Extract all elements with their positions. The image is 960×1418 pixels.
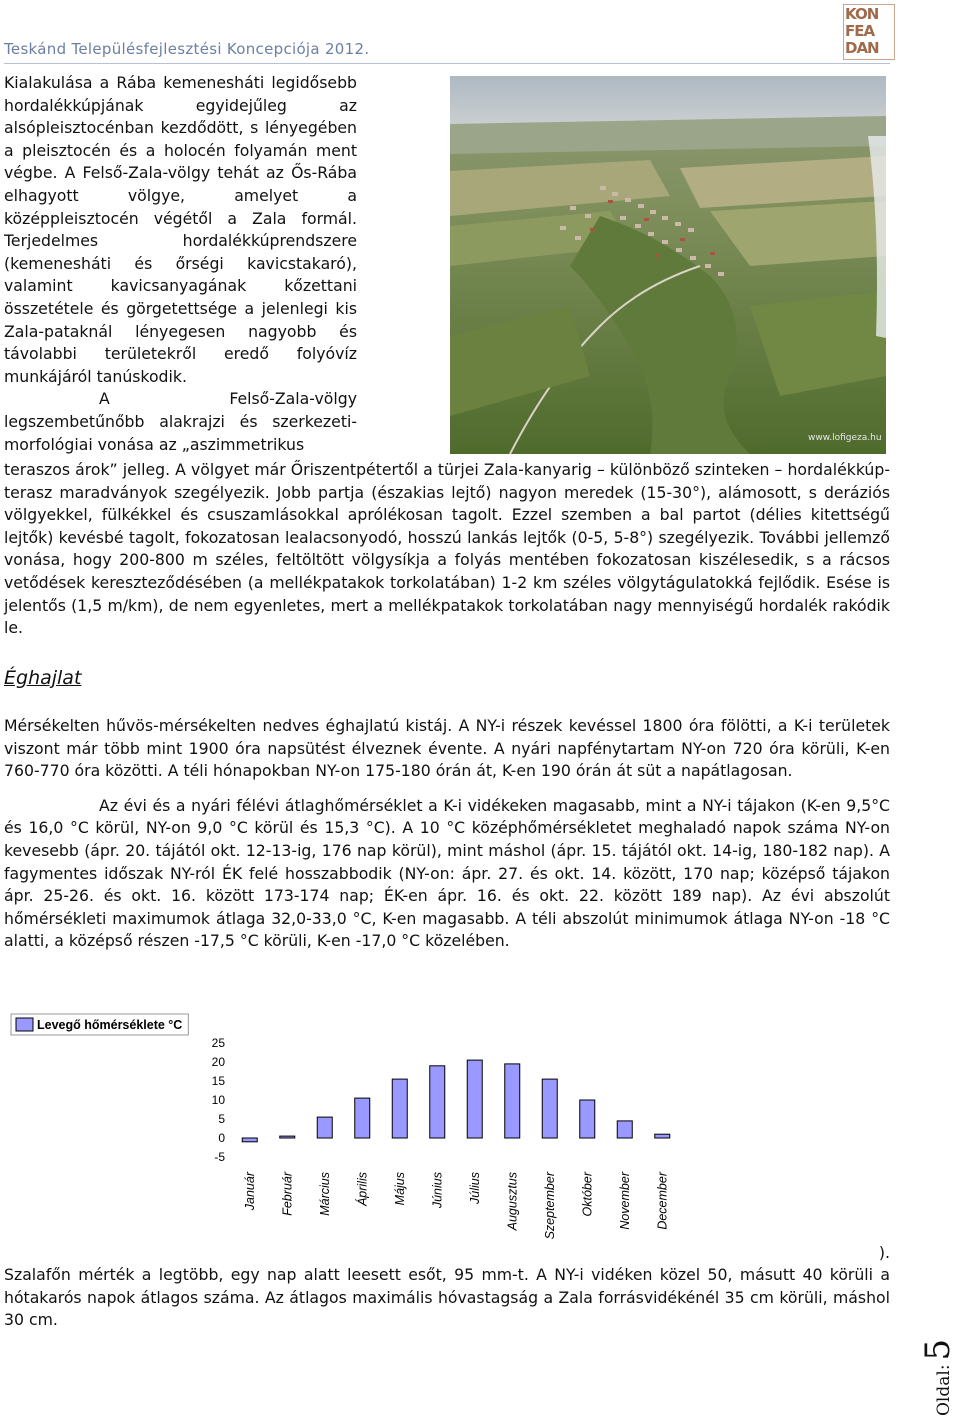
temperature-chart-svg [8, 1010, 688, 1242]
intro-column [4, 72, 357, 456]
climate-paragraph-2: Az évi és a nyári félévi átlaghőmérséklet a K-i vidékeken magasabb, mint a NY-i tájakon (K-en 9,5°C és 16,0 °C körül, NY-on 9,0 °C körül és 15,3 °C). A 10 °C középhőmérsékletet meghaladó napok száma NY-on kevesebb (ápr. 20. tájától okt. 12-13-ig, 176 nap körül), mint máshol (ápr. 15. tájától okt. 14-ig, 180-182 nap). A fagymentes időszak NY-ról ÉK felé hosszabbodik (NY-on: ápr. 27. és okt. 14. között, 170 nap; középső tájakon ápr. 25-26. és okt. 16. között 173-174 nap; ÉK-en ápr. 16. és okt. 22. között 189 nap). Az évi abszolút hőmérsékleti maximumok átlaga 32,0-33,0 °C, K-en magasabb. A téli abszolút minimumok átlaga NY-on -18 °C alatti, a középső részen -17,5 °C körüli, K-en -17,0 °C közelében. [4, 795, 890, 951]
bar-december [655, 1134, 670, 1138]
intro-paragraph-2: A Felső-Zala-völgy legszembetűnőbb alakrajzi és szerkezeti-morfológiai vonása az „aszimmetrikus [4, 389, 357, 454]
bar-október [580, 1100, 595, 1138]
legend-label: Levegő hőmérséklete °C [37, 1018, 183, 1032]
page-number-label: Oldal: [934, 1364, 954, 1416]
legend-swatch [16, 1018, 33, 1031]
bar-augusztus [505, 1064, 520, 1138]
header-divider [4, 63, 890, 64]
photo-watermark: www.lofigeza.hu [808, 433, 882, 443]
logo-frame [843, 4, 895, 60]
x-tick-label: Február [280, 1172, 295, 1216]
y-tick-label: 5 [218, 1112, 225, 1126]
intro-paragraph-1: Kialakulása a Rába kemenesháti legidősebb hordalékkúpjának egyidejűleg az alsópleisztocénban kezdődött, s lényegében a pleisztocén és a holocén folyamán ment végbe. A Felső-Zala-völgy tehát az Ős-Rába elhagyott völgye, amelyet a középpleisztocén végétől a Zala formál. Terjedelmes hordalékkúprendszere (kemenesháti és őrségi kavicstakaró), valamint kavicsanyagának kőzettani összetétele és görgetettsége a jelenlegi kis Zala-pataknál lényegesen nagyobb és távolabbi területekről eredő folyóvíz munkájáról tanúskodik. [4, 73, 357, 386]
y-tick-label: 10 [211, 1093, 225, 1107]
intro-paragraph-2-continued: teraszos árok” jelleg. A völgyet már Őriszentpétertől a türjei Zala-kanyarig – különböző szinteken – hordalékkúp-terasz maradványok szegélyezik. Jobb partja (északias lejtő) nagyon meredek (15-30°), alámosott, s deráziós völgyekkel, fülkékkel és csuszamlásokkal aprólékosan tagolt. Ezzel szemben a bal partot (délies kitettségű lejtők) kevésbé tagolt, fokozatosan lealacsonyodó, hosszú lankás lejtők (0-5, 5-8°) szegélyezik. További jellemző vonása, hogy 200-800 m széles, feltöltött völgysíkja a folyás mentében fokozatosan kiszélesedik, s a rácsos vetődések kereszteződésében (a mellékpatakok torkolatában) 1-2 km széles völgytágulatokká fejlődik. Esése is jelentős (1,5 m/km), de nem egyenletes, mert a mellékpatakok torkolatában nagy mennyiségű hordalék rakódik le. [4, 460, 890, 638]
y-tick-label: 0 [218, 1131, 225, 1145]
bar-január [242, 1138, 257, 1142]
bar-március [317, 1117, 332, 1138]
bar-június [430, 1066, 445, 1138]
page-number [912, 1290, 958, 1418]
y-tick-label: 25 [211, 1036, 225, 1050]
bar-február [280, 1136, 295, 1138]
logo-line: FEA [845, 22, 875, 40]
aerial-photo-image [450, 76, 886, 454]
x-tick-label: December [655, 1172, 670, 1230]
aerial-photo [450, 76, 886, 454]
logo [845, 6, 893, 58]
x-tick-label: Július [467, 1172, 482, 1204]
x-tick-label: Október [580, 1172, 595, 1217]
x-tick-label: Április [355, 1172, 370, 1207]
climate-section [4, 715, 890, 953]
section-heading: Éghajlat [4, 667, 82, 689]
bar-július [467, 1060, 482, 1138]
temperature-chart [8, 1010, 688, 1246]
y-tick-label: -5 [214, 1150, 225, 1164]
climate-paragraph-1: Mérsékelten hűvös-mérsékelten nedves éghajlatú kistáj. A NY-i részek kevéssel 1800 óra fölötti, a K-i területek viszont már több mint 1900 óra napsütést élveznek évente. A nyári napfénytartam NY-on 720 óra körüli, K-en 760-770 óra közötti. A téli hónapokban NY-on 175-180 órán át, K-en 190 órán át süt a napátlagosan. [4, 716, 890, 781]
x-tick-label: Május [392, 1172, 407, 1206]
logo-line: KON [845, 5, 879, 23]
closing-line-fragment: ). [878, 1243, 890, 1262]
x-tick-label: Március [317, 1172, 332, 1216]
x-tick-label: Január [242, 1172, 257, 1211]
bar-szeptember [542, 1079, 557, 1138]
x-tick-label: Szeptember [542, 1172, 557, 1240]
y-tick-label: 15 [211, 1074, 225, 1088]
x-tick-label: November [617, 1172, 632, 1230]
logo-line: DAN [845, 39, 879, 57]
closing-paragraph: Szalafőn mérték a legtöbb, egy nap alatt leesett esőt, 95 mm-t. A NY-i vidéken közel 50, másutt 40 körüli a hótakarós napok átlagos száma. Az átlagos maximális hóvastagság a Zala forrásvidékénél 35 cm körüli, máshol 30 cm. [4, 1265, 890, 1330]
intro-continuation [4, 459, 890, 640]
page-number-value: 5 [918, 1338, 958, 1361]
bar-április [355, 1098, 370, 1138]
page-header-title: Teskánd Településfejlesztési Koncepciója 2012. [4, 40, 370, 58]
bar-november [617, 1121, 632, 1138]
y-tick-label: 20 [211, 1055, 225, 1069]
x-tick-label: Június [430, 1172, 445, 1209]
bar-május [392, 1079, 407, 1138]
x-tick-label: Augusztus [505, 1172, 520, 1231]
closing-text [4, 1242, 890, 1332]
